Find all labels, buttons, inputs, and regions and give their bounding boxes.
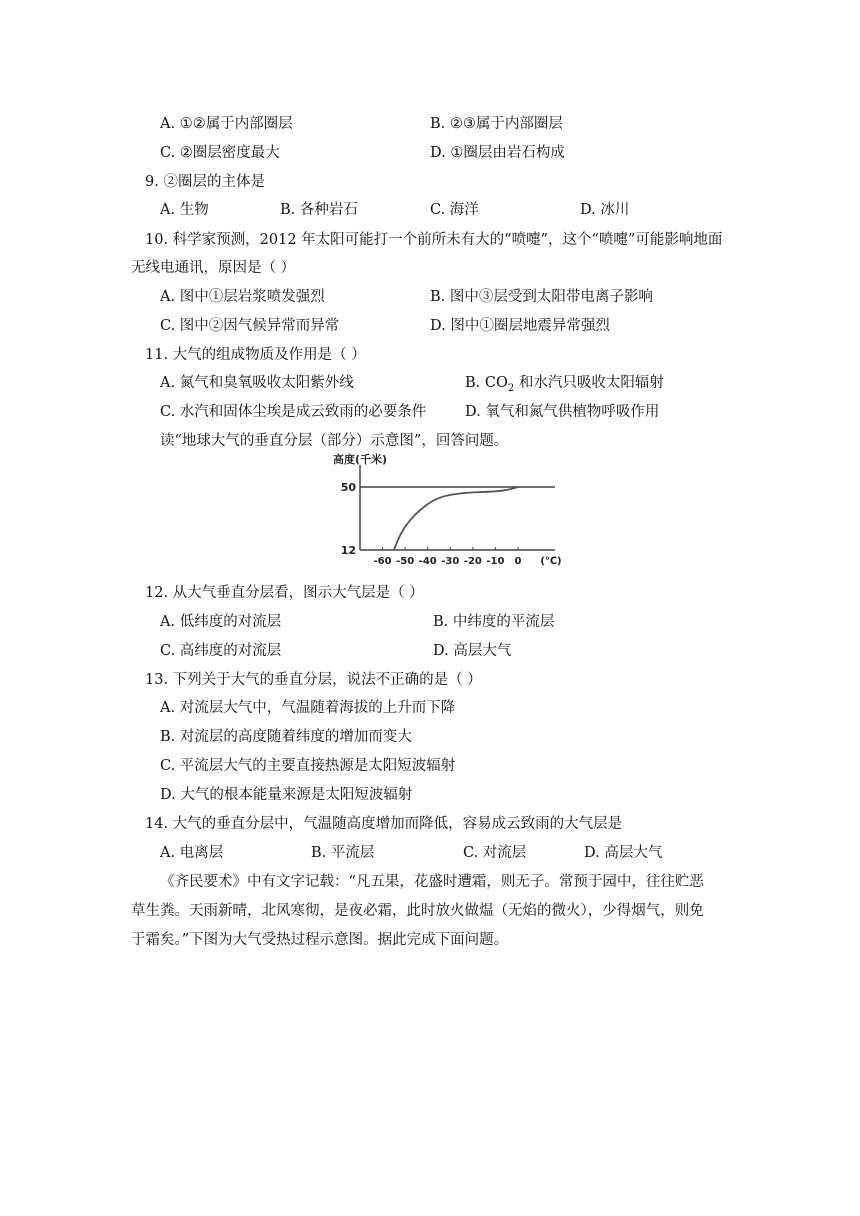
q12-option-b: B. 中纬度的平流层	[433, 614, 555, 630]
q10-stem-line1: 10. 科学家预测，2012 年太阳可能打一个前所未有大的“喷嚏”，这个“喷嚏”可能影响地面	[145, 232, 723, 248]
chart-x-tick-label: 0	[514, 556, 522, 567]
q8-option-c: C. ②圈层密度最大	[160, 145, 280, 161]
chart-intro: 读“地球大气的垂直分层（部分）示意图”，回答问题。	[160, 433, 509, 449]
q14-stem: 14. 大气的垂直分层中，气温随高度增加而降低，容易成云致雨的大气层是	[145, 816, 623, 832]
chart-x-tick-label: -10	[486, 556, 505, 567]
q11-option-c: C. 水汽和固体尘埃是成云致雨的必要条件	[160, 404, 427, 420]
q12-option-d: D. 高层大气	[433, 643, 512, 659]
q9-option-c: C. 海洋	[430, 202, 479, 218]
q10-option-b: B. 图中③层受到太阳带电离子影响	[430, 289, 653, 305]
q11-stem: 11. 大气的组成物质及作用是（ ）	[145, 347, 366, 363]
q9-stem: 9. ②圈层的主体是	[145, 174, 265, 190]
q10-option-d: D. 图中①圈层地震异常强烈	[430, 318, 610, 334]
q11-option-d: D. 氧气和氮气供植物呼吸作用	[465, 404, 660, 420]
q8-option-b: B. ②③属于内部圈层	[430, 116, 563, 132]
passage-line-2: 草生粪。天雨新晴，北风寒彻，是夜必霜，此时放火做煴（无焰的微火），少得烟气，则免	[131, 903, 704, 919]
atmosphere-temperature-chart	[325, 447, 565, 572]
q8-option-d: D. ①圈层由岩石构成	[430, 145, 565, 161]
chart-y-tick-label: 50	[340, 481, 356, 494]
q11-option-b: B. $CO_2$ 和水汽只吸收太阳辐射	[465, 375, 664, 394]
chart-ylabel: 高度(千米)	[333, 453, 388, 466]
q14-option-a: A. 电离层	[160, 845, 224, 861]
q9-option-b: B. 各种岩石	[280, 202, 358, 218]
chart-x-tick-label: -60	[373, 556, 392, 567]
q13-option-a: A. 对流层大气中，气温随着海拔的上升而下降	[160, 700, 456, 716]
q12-option-c: C. 高纬度的对流层	[160, 643, 282, 659]
q10-stem-line2: 无线电通讯，原因是（ ）	[131, 260, 296, 276]
q9-option-d: D. 冰川	[580, 202, 630, 218]
q14-option-d: D. 高层大气	[584, 845, 663, 861]
q13-option-b: B. 对流层的高度随着纬度的增加而变大	[160, 729, 412, 745]
passage-line-1: 《齐民要术》中有文字记载：“凡五果，花盛时遭霜，则无子。常预于园中，往往贮恶	[160, 874, 704, 890]
q11-option-a: A. 氮气和臭氧吸收太阳紫外线	[160, 375, 354, 391]
chart-x-tick-label: -20	[463, 556, 482, 567]
q8-option-a: A. ①②属于内部圈层	[160, 116, 293, 132]
chart-plot-area	[341, 465, 562, 567]
q9-option-a: A. 生物	[160, 202, 209, 218]
q12-stem: 12. 从大气垂直分层看，图示大气层是（ ）	[145, 585, 424, 601]
chart-x-unit-label: (℃)	[540, 556, 562, 567]
chart-x-tick-label: -40	[418, 556, 437, 567]
q13-option-d: D. 大气的根本能量来源是太阳短波辐射	[160, 787, 413, 803]
chart-x-tick-label: -50	[396, 556, 415, 567]
chart-x-tick-label: -30	[441, 556, 460, 567]
q14-option-c: C. 对流层	[463, 845, 527, 861]
q12-option-a: A. 低纬度的对流层	[160, 614, 282, 630]
q13-stem: 13. 下列关于大气的垂直分层，说法不正确的是（ ）	[145, 672, 482, 688]
chart-y-tick-label: 12	[340, 544, 356, 557]
q14-option-b: B. 平流层	[311, 845, 375, 861]
q13-option-c: C. 平流层大气的主要直接热源是太阳短波辐射	[160, 758, 456, 774]
q10-option-c: C. 图中②因气候异常而异常	[160, 318, 340, 334]
q10-option-a: A. 图中①层岩浆喷发强烈	[160, 289, 325, 305]
passage-line-3: 于霜矣。”下图为大气受热过程示意图。据此完成下面问题。	[131, 932, 509, 948]
chart-temperature-curve	[394, 487, 518, 550]
